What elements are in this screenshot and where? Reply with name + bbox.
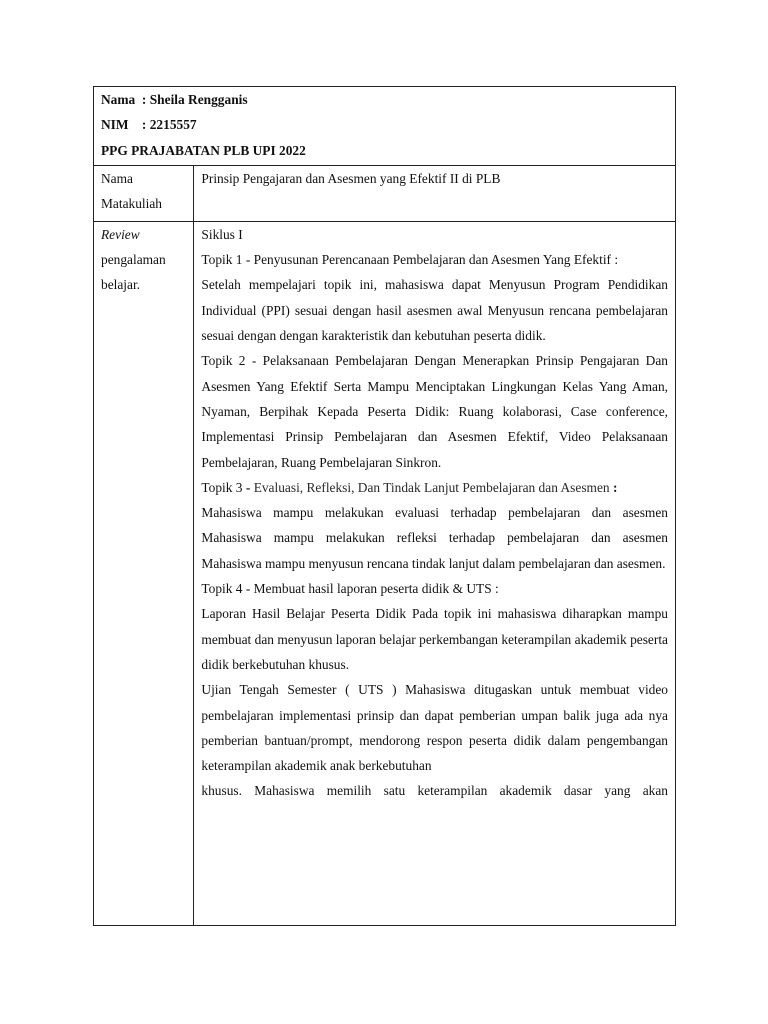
header-row <box>94 87 676 166</box>
matakuliah-value: Prinsip Pengajaran dan Asesmen yang Efektif II di PLB <box>201 170 501 186</box>
topik3-title: Evaluasi, Refleksi, Dan Tindak Lanjut Pembelajaran dan Asesmen <box>253 479 610 495</box>
nim-label: NIM <box>101 117 129 133</box>
document-table <box>93 86 676 926</box>
name-value: : Sheila Rengganis <box>141 92 248 107</box>
review-row <box>94 221 676 925</box>
topik2-title: Topik 2 - Pelaksanaan Pembelajaran Dengan Menerapkan Prinsip Pengajaran Dan Asesmen Yang Efektif Serta Mampu Menciptakan Lingkungan Kelas Yang Aman, Nyaman, Berpihak Kepada Peserta Didik: Ruang kolaborasi, Case conference, Implementasi Prinsip Pembelajaran dan Asesmen Efektif, Video Pelaksanaan Pembelajaran, Ruang Pembelajaran Sinkron. <box>201 353 668 470</box>
uts-body-last-line: khusus. Mahasiswa memilih satu keterampilan akademik dasar yang akan <box>201 783 668 799</box>
review-label-word1: Review <box>101 226 140 242</box>
topik3-dash: - <box>245 479 251 495</box>
student-name-line <box>101 87 668 112</box>
program-line: PPG PRAJABATAN PLB UPI 2022 <box>101 142 306 158</box>
topik3-title-line <box>201 475 668 500</box>
review-label-cell <box>94 221 194 925</box>
review-label-word2: pengalaman <box>101 252 166 268</box>
matakuliah-label-line2: Matakuliah <box>101 196 162 212</box>
student-info-cell <box>94 87 676 166</box>
matakuliah-value-cell <box>194 165 676 221</box>
matakuliah-label-line1: Nama <box>101 170 133 186</box>
review-content-cell <box>194 221 676 925</box>
topik1-title: Topik 1 - Penyusunan Perencanaan Pembelajaran dan Asesmen Yang Efektif : <box>201 252 619 268</box>
topik4-title: Topik 4 - Membuat hasil laporan peserta didik & UTS : <box>201 581 499 597</box>
siklus-heading: Siklus I <box>201 226 243 242</box>
topik3-colon: : <box>612 479 618 495</box>
matakuliah-row <box>94 165 676 221</box>
uts-body: Ujian Tengah Semester ( UTS ) Mahasiswa ditugaskan untuk membuat video pembelajaran implementasi prinsip dan dapat pemberian umpan balik juga ada nya pemberian bantuan/prompt, mendorong respon peserta didik dalam pengembangan keterampilan akademik anak berkebutuhan <box>201 682 668 774</box>
name-label: Nama <box>101 92 136 107</box>
matakuliah-label-cell <box>94 165 194 221</box>
topik3-body: Mahasiswa mampu melakukan evaluasi terhadap pembelajaran dan asesmen Mahasiswa mampu melakukan refleksi terhadap pembelajaran dan asesmen Mahasiswa mampu menyusun rencana tindak lanjut dalam pembelajaran dan asesmen. <box>201 505 668 571</box>
topik4-body: Laporan Hasil Belajar Peserta Didik Pada topik ini mahasiswa diharapkan mampu membuat dan menyusun laporan belajar perkembangan keterampilan akademik peserta didik berkebutuhan khusus. <box>201 606 668 672</box>
student-nim-line <box>101 112 668 137</box>
topik3-prefix: Topik 3 <box>201 479 243 495</box>
topik1-body: Setelah mempelajari topik ini, mahasiswa dapat Menyusun Program Pendidikan Individual (PPI) sesuai dengan hasil asesmen awal Menyusun rencana pembelajaran sesuai dengan dengan karakteristik dan kebutuhan peserta didik. <box>201 277 668 344</box>
review-label-word3: belajar. <box>101 277 141 293</box>
nim-value: : 2215557 <box>141 117 197 133</box>
